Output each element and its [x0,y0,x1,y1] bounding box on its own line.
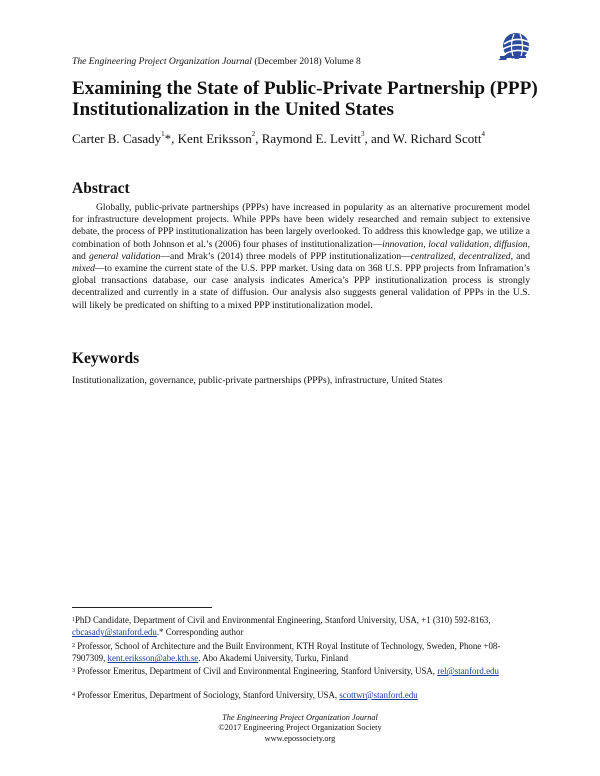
abstract-body: Globally, public-private partnerships (PPPs) have increased in popularity as an alternative procurement model for infrastructure development projects. While PPPs have been widely researched and remain subject to extensive debate, the process of PPP institutionalization has been largely overlooked. To address this knowledge gap, we utilize a combination of both Johnson et al.’s (2006) four phases of institutionalization—innovation, local validation, diffusion, and general validation—and Mrak’s (2014) three models of PPP institutionalization—centralized, decentralized, and mixed—to examine the current state of the U.S. PPP market. Using data on 368 U.S. PPP projects from Inframation’s global transactions database, our case analysis indicates America’s PPP institutionalization process is strongly decentralized and currently in a state of diffusion. Our analysis also suggests general validation of PPPs in the U.S. will likely be predicated on shifting to a mixed PPP institutionalization model. [72,202,530,311]
corresponding-mark: * [164,131,172,146]
author-name: Carter B. Casady [72,131,162,146]
email-link[interactable]: cbcasady@stanford.edu [72,627,157,638]
journal-header [72,56,361,67]
footer-copyright: ©2017 Engineering Project Organization Society [218,723,382,733]
footnote-2: $^2$ Professor, School of Architecture and the Built Environment, KTH Royal Institute of Technology, Sweden, Phone +08-7907309, kent.eriksson@abe.kth.se. Abo Akademi University, Turku, Finland [72,641,501,664]
footnote-divider [72,607,212,608]
author-list: Carter B. Casady$^1$*, Kent Eriksson$^2$, Raymond E. Levitt$^3$, and W. Richard Scott$^4$ [72,130,485,146]
author-name: Kent Eriksson [177,131,252,146]
author-sup: 1 [161,130,165,138]
journal-name: The Engineering Project Organization Journal [72,56,252,67]
page-footer [0,713,600,744]
footnote-4: $^4$ Professor Emeritus, Department of Sociology, Stanford University, USA, scottwr@stanford.edu [72,690,418,700]
abstract-heading: Abstract [72,180,130,197]
footnote-1: $^1$PhD Candidate, Department of Civil and Environmental Engineering, Stanford University, USA, +1 (310) 592-8163, cbcasady@stanford.edu.* Corresponding author [72,615,491,638]
author-sup: 4 [481,130,485,138]
author-name: Raymond E. Levitt [261,131,361,146]
keywords-text: Institutionalization, governance, public-private partnerships (PPPs), infrastructure, United States [72,375,443,386]
journal-issue: (December 2018) Volume 8 [254,56,361,67]
footer-website: www.epossociety.org [264,733,336,743]
keywords-heading: Keywords [72,350,140,367]
paper-title: Examining the State of Public-Private Partnership (PPP) Institutionalization in the United States [72,78,538,120]
author-sup: 3 [361,130,365,138]
author-name: W. Richard Scott [392,131,482,146]
author-sup: 2 [251,130,256,138]
footer-journal: The Engineering Project Organization Journal [222,713,378,722]
globe-logo-icon [496,30,532,66]
email-link[interactable]: kent.eriksson@abe.kth.se [107,653,199,664]
email-link[interactable]: scottwr@stanford.edu [339,690,418,700]
footnote-3: $^3$ Professor Emeritus, Department of Civil and Environmental Engineering, Stanford University, USA, rel@stanford.edu [72,666,499,676]
email-link[interactable]: rel@stanford.edu [437,666,499,676]
